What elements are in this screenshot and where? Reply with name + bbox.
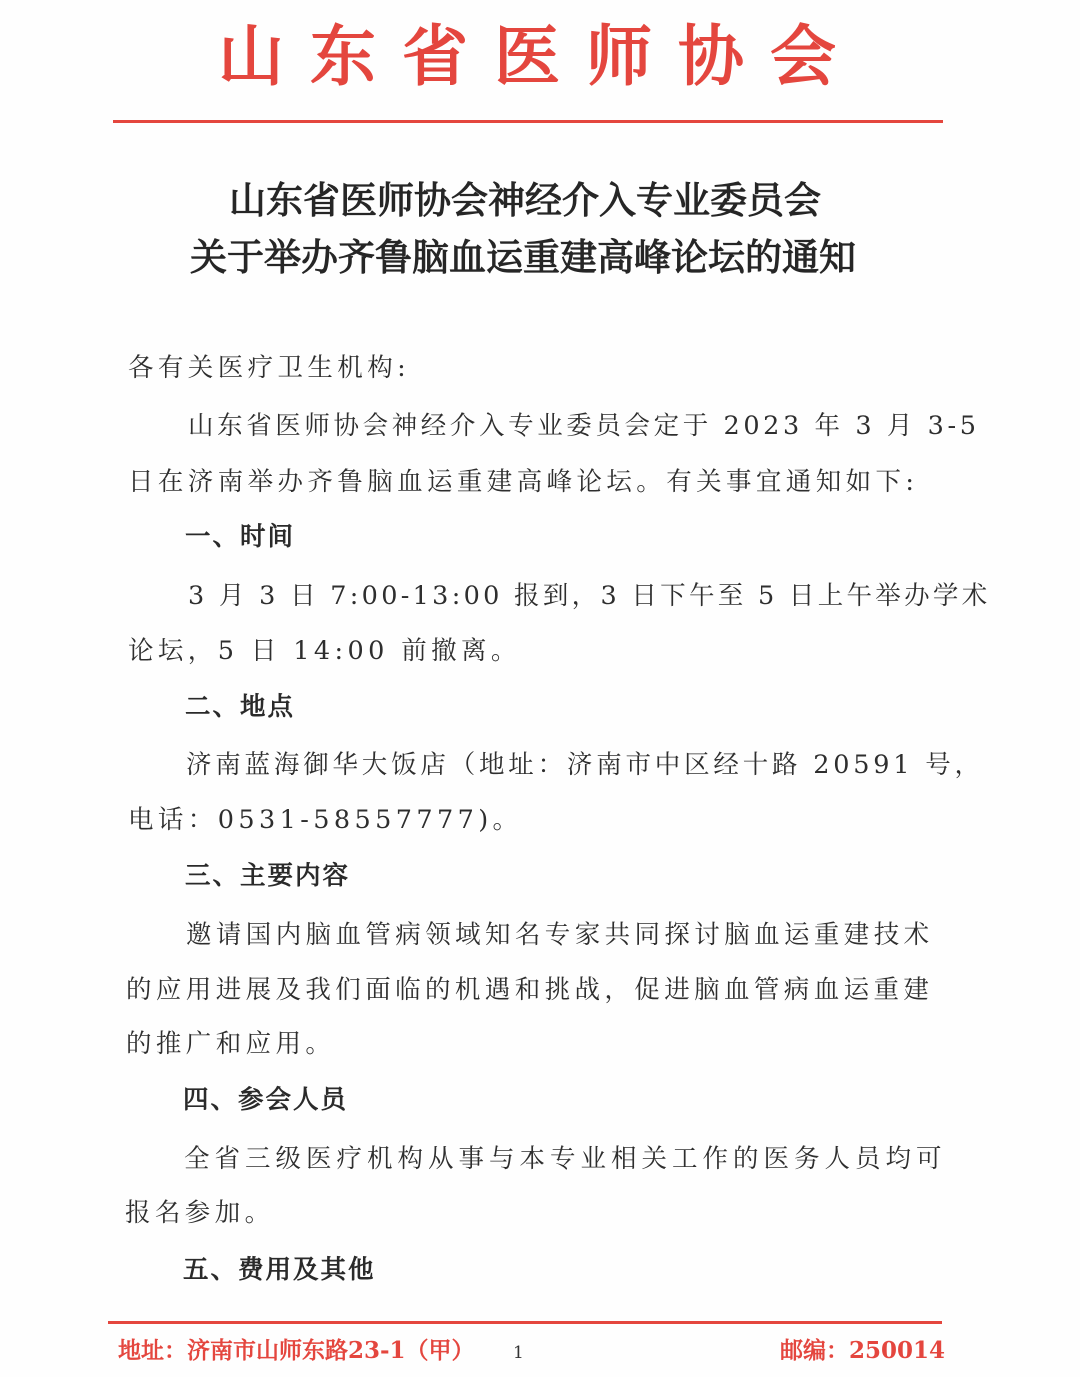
time-line-1: 3 月 3 日 7:00-13:00 报到，3 日下午至 5 日上午举办学术: [188, 581, 991, 611]
section-heading-attendees: 四、参会人员: [183, 1085, 349, 1115]
section-heading-location: 二、地点: [185, 692, 296, 722]
intro-line-1: 山东省医师协会神经介入专业委员会定于 2023 年 3 月 3-5: [188, 411, 980, 441]
letterhead-divider: [113, 120, 943, 123]
content-line-2: 的应用进展及我们面临的机遇和挑战，促进脑血管病血运重建: [126, 975, 934, 1005]
location-line-2: 电话：0531-58557777)。: [128, 805, 523, 835]
attendees-line-2: 报名参加。: [125, 1198, 275, 1228]
section-heading-fees: 五、费用及其他: [183, 1255, 376, 1285]
letterhead-organization: 山东省医师协会: [218, 17, 862, 95]
page-number: 1: [513, 1343, 524, 1363]
location-line-1: 济南蓝海御华大饭店（地址：济南市中区经十路 20591 号，: [186, 750, 984, 780]
footer-divider: [108, 1321, 942, 1324]
salutation: 各有关医疗卫生机构:: [128, 353, 411, 383]
attendees-line-1: 全省三级医疗机构从事与本专业相关工作的医务人员均可: [184, 1144, 947, 1174]
footer-address: 地址：济南市山师东路23-1（甲）: [118, 1337, 475, 1364]
document-title-line-1: 山东省医师协会神经介入专业委员会: [229, 179, 821, 222]
footer-postcode: 邮编：250014: [780, 1337, 946, 1364]
intro-line-2: 日在济南举办齐鲁脑血运重建高峰论坛。有关事宜通知如下:: [128, 467, 919, 497]
time-line-2: 论坛，5 日 14:00 前撤离。: [128, 636, 521, 666]
section-heading-time: 一、时间: [185, 522, 296, 552]
content-line-1: 邀请国内脑血管病领域知名专家共同探讨脑血运重建技术: [186, 920, 934, 950]
content-line-3: 的推广和应用。: [126, 1029, 336, 1059]
document-title-line-2: 关于举办齐鲁脑血运重建高峰论坛的通知: [190, 236, 856, 279]
section-heading-content: 三、主要内容: [185, 861, 351, 891]
